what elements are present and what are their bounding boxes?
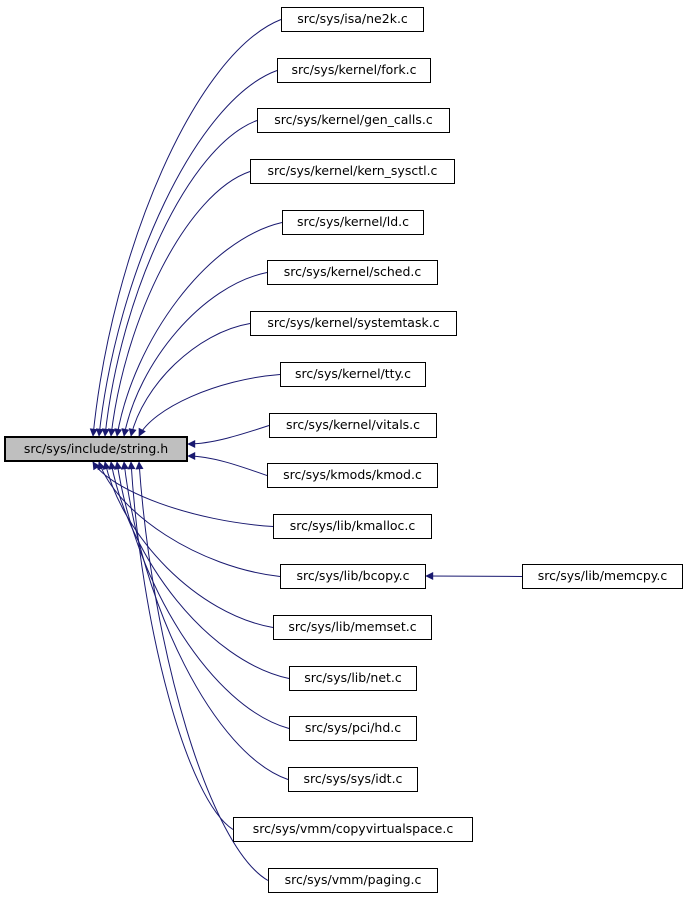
edge-systemtask-string_h (131, 324, 250, 437)
node-paging[interactable]: src/sys/vmm/paging.c (268, 868, 438, 893)
edge-ne2k-string_h (93, 20, 281, 437)
edge-idt-string_h (124, 462, 288, 780)
node-idt[interactable]: src/sys/sys/idt.c (288, 767, 418, 792)
edge-gen_calls-string_h (105, 121, 257, 437)
edge-kmalloc-string_h (93, 462, 273, 527)
edge-kmod-string_h (188, 456, 267, 476)
node-bcopy[interactable]: src/sys/lib/bcopy.c (280, 564, 426, 589)
edge-bcopy-string_h (99, 462, 280, 577)
edge-vitals-string_h (188, 426, 269, 445)
edge-copyvirtualspace-string_h (131, 462, 233, 830)
node-memset[interactable]: src/sys/lib/memset.c (273, 615, 432, 640)
edge-kern_sysctl-string_h (111, 172, 250, 437)
node-ne2k[interactable]: src/sys/isa/ne2k.c (281, 7, 424, 32)
node-tty[interactable]: src/sys/kernel/tty.c (280, 362, 426, 387)
edge-hd-string_h (117, 462, 289, 729)
node-net[interactable]: src/sys/lib/net.c (289, 666, 417, 691)
node-sched[interactable]: src/sys/kernel/sched.c (267, 260, 438, 285)
node-hd[interactable]: src/sys/pci/hd.c (289, 716, 417, 741)
node-copyvirtualspace[interactable]: src/sys/vmm/copyvirtualspace.c (233, 817, 473, 842)
node-gen_calls[interactable]: src/sys/kernel/gen_calls.c (257, 108, 450, 133)
node-memcpy[interactable]: src/sys/lib/memcpy.c (522, 564, 683, 589)
node-kern_sysctl[interactable]: src/sys/kernel/kern_sysctl.c (250, 159, 455, 184)
edge-fork-string_h (99, 71, 277, 437)
node-ld[interactable]: src/sys/kernel/ld.c (282, 210, 424, 235)
edge-tty-string_h (139, 375, 280, 437)
edge-memset-string_h (105, 462, 273, 628)
node-systemtask[interactable]: src/sys/kernel/systemtask.c (250, 311, 457, 336)
edge-memcpy-bcopy (426, 576, 522, 577)
node-kmalloc[interactable]: src/sys/lib/kmalloc.c (273, 514, 432, 539)
node-kmod[interactable]: src/sys/kmods/kmod.c (267, 463, 438, 488)
node-vitals[interactable]: src/sys/kernel/vitals.c (269, 413, 437, 438)
edge-net-string_h (111, 462, 289, 679)
edge-sched-string_h (124, 273, 267, 437)
node-string_h[interactable]: src/sys/include/string.h (4, 436, 188, 462)
node-fork[interactable]: src/sys/kernel/fork.c (277, 58, 431, 83)
